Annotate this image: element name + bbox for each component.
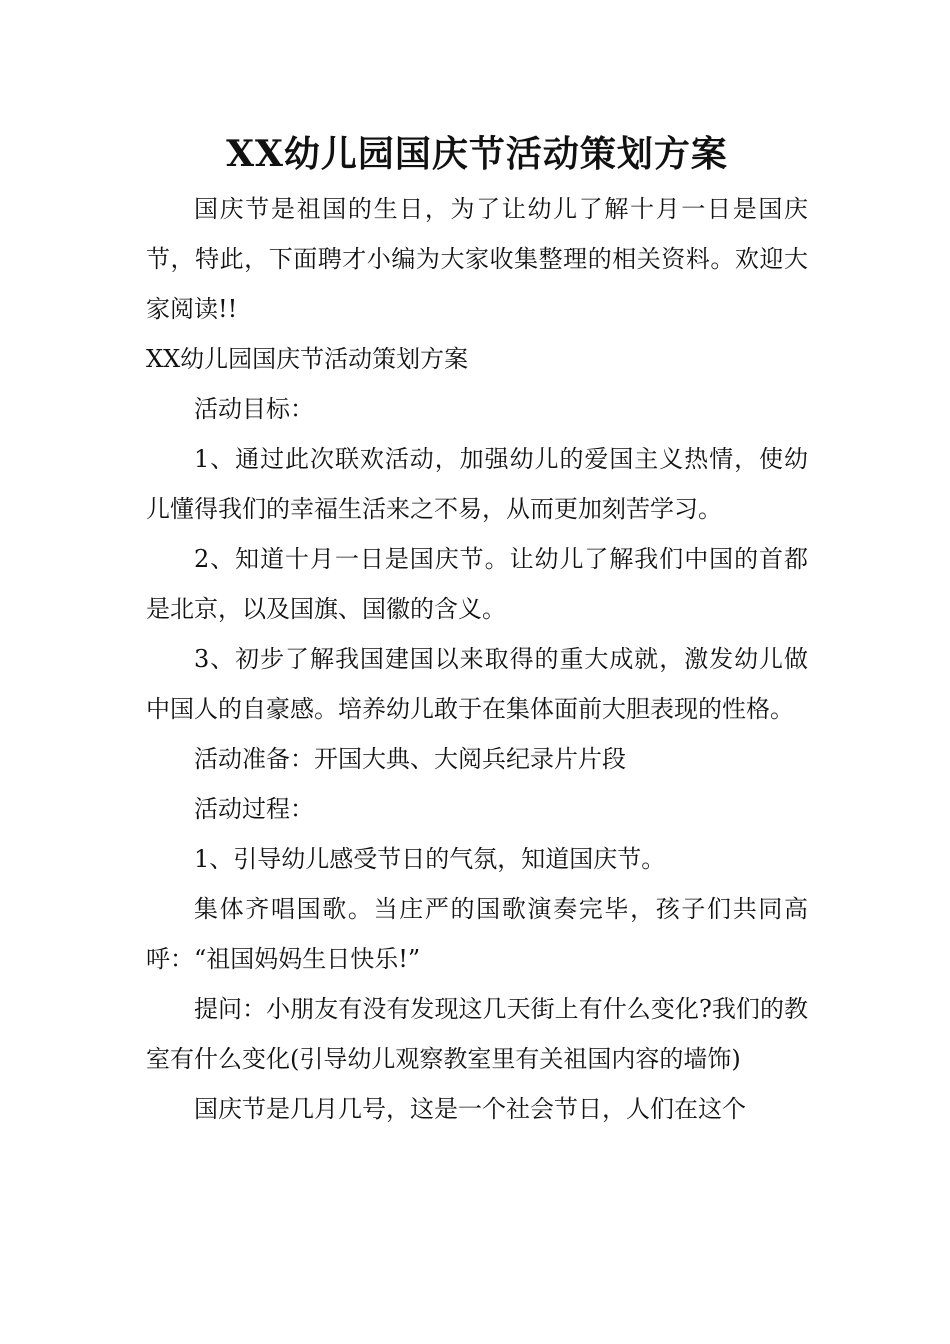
question-paragraph: 提问：小朋友有没有发现这几天街上有什么变化?我们的教室有什么变化(引导幼儿观察教室里有关祖国内容的墙饰) [146,995,808,1073]
goals-heading: 活动目标： [194,395,314,423]
document-page [146,128,808,1134]
goal-item-1: 1、通过此次联欢活动，加强幼儿的爱国主义热情，使幼儿懂得我们的幸福生活来之不易，从而更加刻苦学习。 [146,445,808,523]
process-step-1: 1、引导幼儿感受节日的气氛，知道国庆节。 [194,845,666,873]
closing-paragraph: 国庆节是几月几号，这是一个社会节日，人们在这个 [194,1095,746,1123]
goal-item-2: 2、知道十月一日是国庆节。让幼儿了解我们中国的首都是北京，以及国旗、国徽的含义。 [146,545,808,623]
intro-paragraph: 国庆节是祖国的生日，为了让幼儿了解十月一日是国庆节，特此，下面聘才小编为大家收集整理的相关资料。欢迎大家阅读!! [146,195,808,323]
goal-item-3: 3、初步了解我国建国以来取得的重大成就，激发幼儿做中国人的自豪感。培养幼儿敢于在集体面前大胆表现的性格。 [146,645,808,723]
preparation-paragraph: 活动准备：开国大典、大阅兵纪录片片段 [194,745,626,773]
section-title-paragraph: XX幼儿园国庆节活动策划方案 [146,345,469,373]
document-title: XX幼儿园国庆节活动策划方案 [226,133,728,175]
anthem-paragraph: 集体齐唱国歌。当庄严的国歌演奏完毕，孩子们共同高呼：“祖国妈妈生日快乐!” [146,895,808,973]
process-heading: 活动过程： [194,795,314,823]
